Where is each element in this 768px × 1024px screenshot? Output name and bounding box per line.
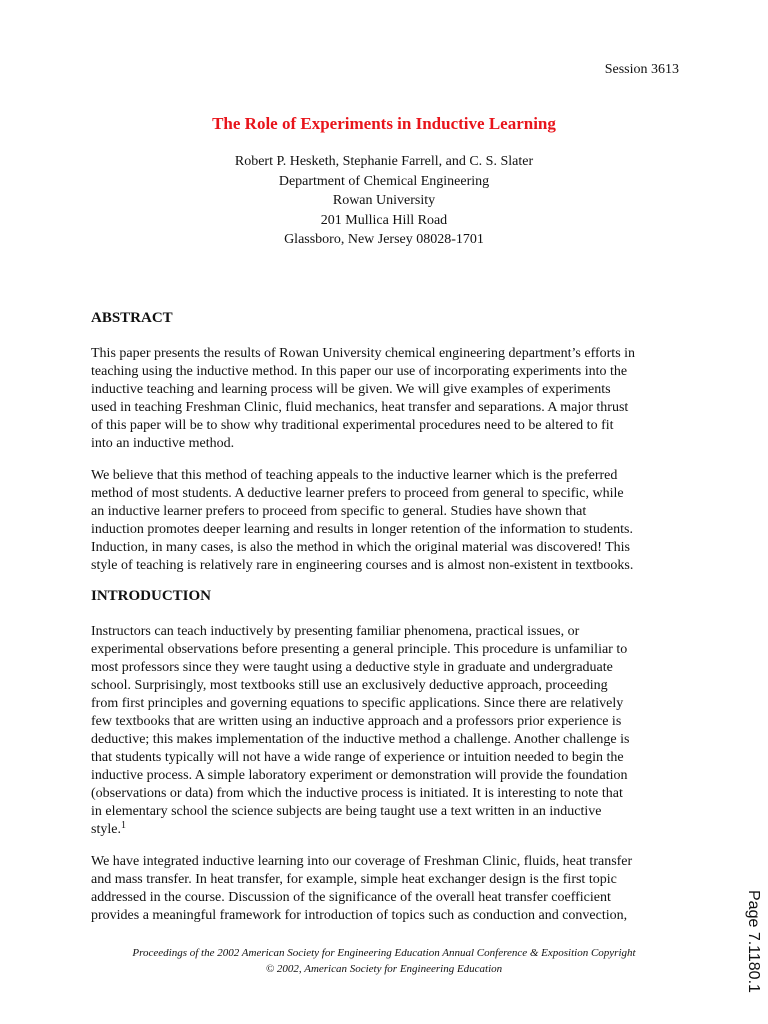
- footnote-marker[interactable]: 1: [120, 820, 126, 831]
- introduction-paragraph-2: [91, 853, 691, 925]
- text-line: in elementary school the science subjects are being taught use a text written in an inductive: [91, 804, 602, 819]
- introduction-paragraph-1: [91, 623, 691, 839]
- text-line: used in teaching Freshman Clinic, fluid mechanics, heat transfer and separations. A major thrust: [91, 400, 629, 415]
- abstract-heading: ABSTRACT: [91, 310, 173, 326]
- abstract-paragraph-2: [91, 467, 691, 575]
- text-line: (observations or data) from which the inductive process is initiated. It is interesting to note that: [91, 786, 623, 801]
- text-line: induction promotes deeper learning and results in longer retention of the information to students.: [91, 522, 633, 537]
- text-line: We have integrated inductive learning into our coverage of Freshman Clinic, fluids, heat transfer: [91, 854, 633, 869]
- text-line: school. Surprisingly, most textbooks still use an exclusively deductive approach, proceeding: [91, 678, 608, 693]
- abstract-paragraph-1: [91, 345, 691, 453]
- text-line: addressed in the course. Discussion of the significance of the overall heat transfer coefficient: [91, 890, 611, 905]
- session-number: Session 3613: [604, 62, 679, 77]
- author-department: Department of Chemical Engineering: [278, 173, 490, 189]
- text-line: style of teaching is relatively rare in engineering courses and is almost non-existent in textbooks.: [91, 558, 634, 573]
- text-line-end: style.: [91, 822, 121, 837]
- text-line: inductive process. A simple laboratory experiment or demonstration will provide the foundation: [91, 768, 628, 783]
- author-names: Robert P. Hesketh, Stephanie Farrell, and C. S. Slater: [234, 154, 534, 169]
- text-line: that students typically will not have a wide range of experience or intuition needed to begin the: [91, 750, 624, 765]
- author-block: [0, 152, 768, 250]
- text-line: deductive; this makes implementation of the inductive method a challenge. Another challenge is: [91, 732, 630, 747]
- text-line: method of most students. A deductive learner prefers to proceed from general to specific, while: [91, 486, 624, 501]
- proceedings-footer: [0, 945, 768, 977]
- text-line: an inductive learner prefers to proceed from specific to general. Studies have shown that: [91, 504, 587, 519]
- footer-line-2: © 2002, American Society for Engineering Education: [265, 963, 503, 975]
- text-line: We believe that this method of teaching appeals to the inductive learner which is the preferred: [91, 468, 618, 483]
- text-line: Instructors can teach inductively by presenting familiar phenomena, practical issues, or: [91, 624, 580, 639]
- text-line: few textbooks that are written using an inductive approach and a professors prior experience is: [91, 714, 622, 729]
- text-line: into an inductive method.: [91, 436, 235, 451]
- introduction-heading: INTRODUCTION: [91, 588, 212, 604]
- paper-title: The Role of Experiments in Inductive Learning: [212, 114, 556, 133]
- author-address: 201 Mullica Hill Road: [320, 212, 448, 228]
- text-line: provides a meaningful framework for introduction of topics such as conduction and convection,: [91, 908, 628, 923]
- text-line: Induction, in many cases, is also the method in which the original material was discovered! This: [91, 540, 630, 555]
- text-line: and mass transfer. In heat transfer, for example, simple heat exchanger design is the first topic: [91, 872, 617, 887]
- author-university: Rowan University: [332, 193, 436, 208]
- text-line: This paper presents the results of Rowan University chemical engineering department’s efforts in: [91, 346, 636, 361]
- text-line: from first principles and governing equations to specific applications. Since there are relatively: [91, 696, 624, 711]
- text-line: most professors since they were taught using a deductive style in graduate and undergraduate: [91, 660, 613, 675]
- text-line: experimental observations before presenting a general principle. This procedure is unfamiliar to: [91, 642, 628, 657]
- author-city: Glassboro, New Jersey 08028-1701: [284, 232, 484, 247]
- text-line: [91, 821, 691, 839]
- page-number: Page 7.1180.1: [745, 890, 762, 993]
- text-line: of this paper will be to show why traditional experimental procedures need to be altered to fit: [91, 418, 614, 433]
- text-line: teaching using the inductive method. In this paper our use of incorporating experiments into the: [91, 364, 628, 379]
- footer-line-1: Proceedings of the 2002 American Society for Engineering Education Annual Conference & Exposition Copyright: [132, 947, 636, 959]
- text-line: inductive teaching and learning process will be given. We will give examples of experiments: [91, 382, 611, 397]
